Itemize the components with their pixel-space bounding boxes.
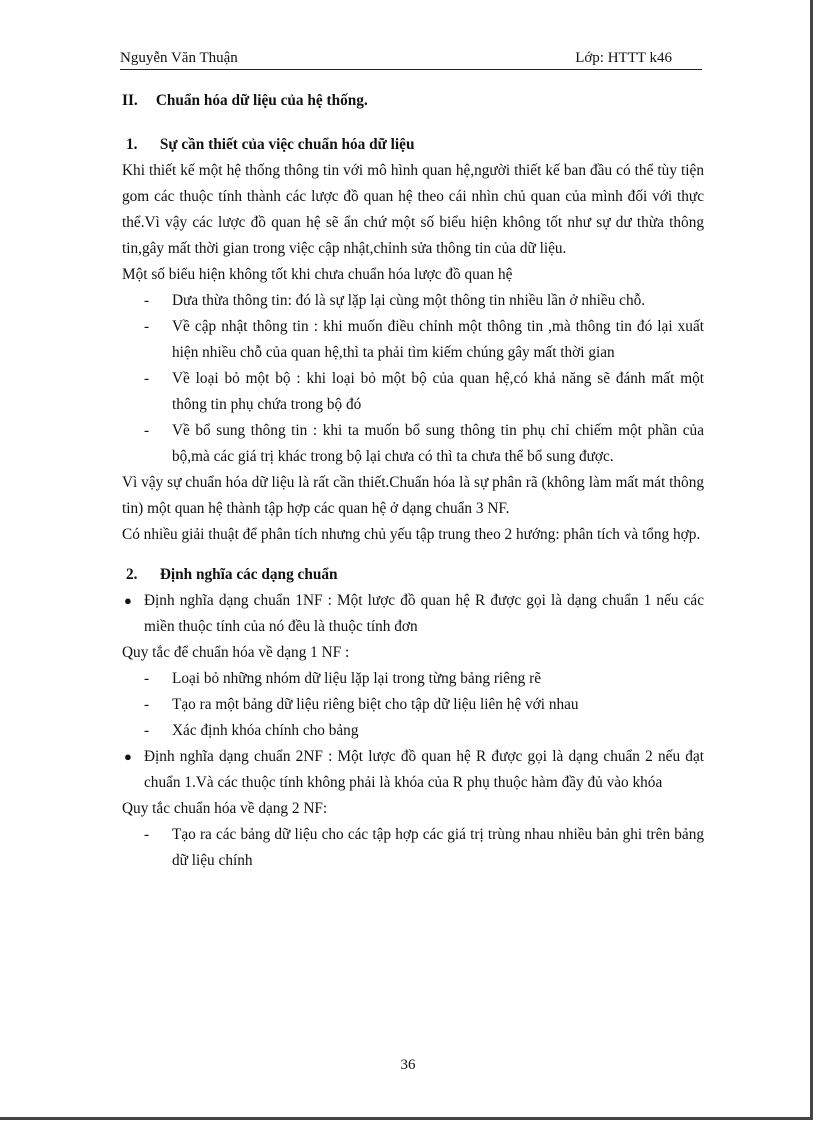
list-item — [122, 822, 704, 874]
list-item-text: Loại bỏ những nhóm dữ liệu lặp lại trong từng bảng riêng rẽ — [172, 670, 541, 687]
list-item-text: Xác định khóa chính cho bảng — [172, 722, 359, 739]
section-title — [122, 88, 704, 114]
bullet-icon: ● — [124, 593, 132, 608]
subheading-1-number: 1. — [126, 136, 138, 153]
paragraph-list-intro: Một số biểu hiện không tốt khi chưa chuẩn hóa lược đồ quan hệ — [122, 266, 513, 283]
header-class: Lớp: HTTT k46 — [575, 50, 672, 66]
list-item-text: Dưa thừa thông tin: đó là sự lặp lại cùng một thông tin nhiều lần ở nhiều chỗ. — [172, 292, 646, 309]
list-item — [122, 288, 704, 314]
subheading-2-title: Định nghĩa các dạng chuẩn — [159, 566, 338, 583]
bullet-icon: ● — [124, 749, 132, 764]
list-item-text: Về bổ sung thông tin : khi ta muốn bổ sung thông tin phụ chỉ chiếm một phần của bộ,mà các giá trị khác trong bộ lại chưa có thì ta chưa thể bổ sung được. — [172, 422, 704, 465]
paragraph-intro: Khi thiết kế một hệ thống thông tin với mô hình quan hệ,người thiết kế ban đầu có thể tùy tiện gom các thuộc tính thành các lược đồ quan hệ theo cái nhìn chủ quan của mình đối với thực thể.Vì vậy các lược đồ quan hệ sẽ ẩn chứ một số biểu hiện không tốt như sự dư thừa thông tin,gây mất thời gian trong việc cập nhật,chỉnh sửa thông tin của dữ liệu. — [122, 162, 704, 257]
dash-mark: - — [144, 422, 150, 439]
dash-mark: - — [144, 722, 150, 739]
dash-mark: - — [144, 826, 150, 843]
paragraph-conclusion-2: Có nhiều giải thuật để phân tích nhưng chủ yếu tập trung theo 2 hướng: phân tích và tổng hợp. — [122, 526, 701, 543]
list-item — [122, 366, 704, 418]
list-item — [122, 718, 704, 744]
dash-mark: - — [144, 696, 150, 713]
document-body — [122, 88, 704, 874]
page-header — [120, 50, 702, 70]
subheading-2 — [122, 562, 704, 588]
dash-mark: - — [144, 318, 150, 335]
subheading-2-number: 2. — [126, 566, 138, 583]
list-item — [122, 418, 704, 470]
dash-mark: - — [144, 370, 150, 387]
definition-1nf — [122, 588, 704, 640]
definition-2nf-text: Định nghĩa dạng chuẩn 2NF : Một lược đồ quan hệ R được gọi là dạng chuẩn 2 nếu đạt chuẩn 1.Và các thuộc tính không phải là khóa của R phụ thuộc hàm đầy đủ vào khóa — [144, 748, 704, 791]
list-item-text: Về cập nhật thông tin : khi muốn điều chỉnh một thông tin ,mà thông tin đó lại xuất hiện nhiều chỗ của quan hệ,thì ta phải tìm kiếm chúng gây mất thời gian — [172, 318, 704, 361]
definition-2nf — [122, 744, 704, 796]
definition-1nf-text: Định nghĩa dạng chuẩn 1NF : Một lược đồ quan hệ R được gọi là dạng chuẩn 1 nếu các miền thuộc tính của nó đều là thuộc tính đơn — [144, 592, 704, 635]
subheading-1-title: Sự cần thiết của việc chuẩn hóa dữ liệu — [159, 136, 415, 153]
paragraph-conclusion-1: Vì vậy sự chuẩn hóa dữ liệu là rất cần thiết.Chuẩn hóa là sự phân rã (không làm mất mát thông tin) một quan hệ thành tập hợp các quan hệ ở dạng chuẩn 3 NF. — [122, 474, 704, 517]
list-item — [122, 666, 704, 692]
list-item — [122, 692, 704, 718]
list-item — [122, 314, 704, 366]
dash-mark: - — [144, 670, 150, 687]
list-item-text: Về loại bỏ một bộ : khi loại bỏ một bộ của quan hệ,có khả năng sẽ đánh mất một thông tin phụ chứa trong bộ đó — [172, 370, 704, 413]
dash-mark: - — [144, 292, 150, 309]
rules-1nf-intro: Quy tắc để chuẩn hóa về dạng 1 NF : — [122, 644, 350, 661]
section-title-text: Chuẩn hóa dữ liệu của hệ thống. — [155, 92, 368, 109]
subheading-1 — [122, 132, 704, 158]
list-item-text: Tạo ra các bảng dữ liệu cho các tập hợp các giá trị trùng nhau nhiều bản ghi trên bảng dữ liệu chính — [172, 826, 704, 869]
page-number: 36 — [400, 1057, 416, 1073]
rules-2nf-intro: Quy tắc chuẩn hóa về dạng 2 NF: — [122, 800, 328, 817]
header-author: Nguyễn Văn Thuận — [120, 50, 238, 66]
header-rule — [120, 69, 702, 70]
list-item-text: Tạo ra một bảng dữ liệu riêng biệt cho tập dữ liệu liên hệ với nhau — [172, 696, 579, 713]
section-number: II. — [122, 92, 138, 109]
